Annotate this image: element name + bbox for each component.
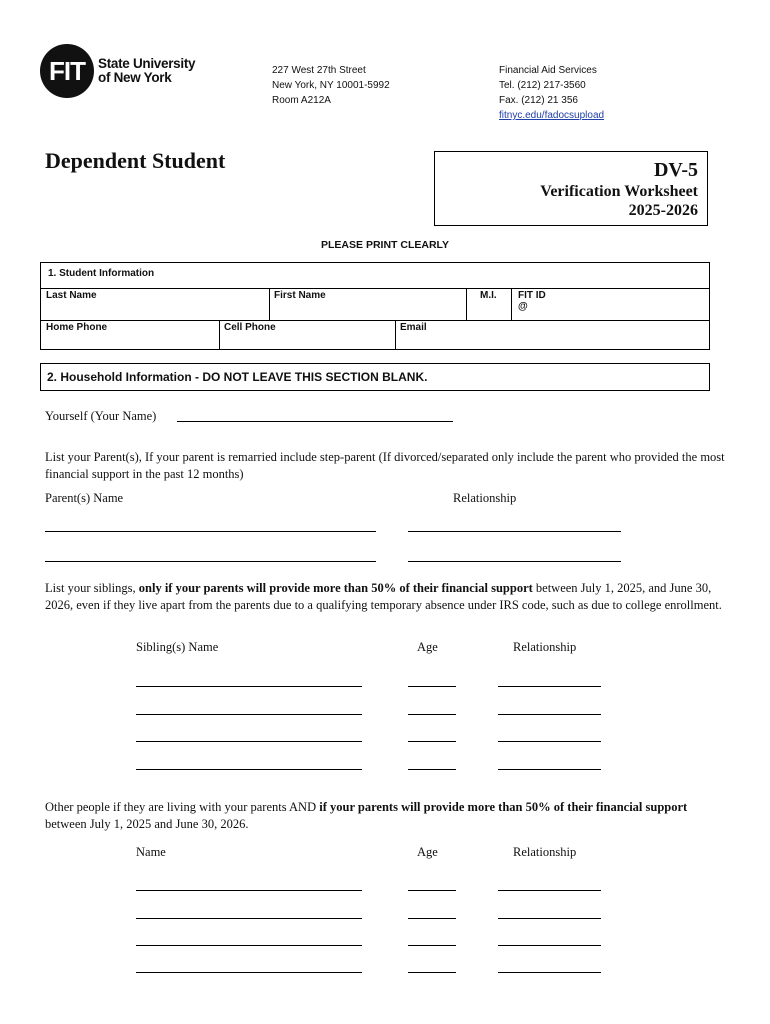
other-age-line[interactable] (408, 918, 456, 919)
section-1-heading: 1. Student Information (48, 268, 155, 279)
yourself-label: Yourself (Your Name) (45, 409, 157, 423)
other-name-line[interactable] (136, 972, 362, 973)
form-year: 2025-2026 (628, 202, 698, 219)
siblings-text-a: List your siblings, (45, 581, 139, 595)
other-age-line[interactable] (408, 890, 456, 891)
sibling-age-line[interactable] (408, 769, 456, 770)
others-text-c: between July 1, 2025 and June 30, 2026. (45, 816, 249, 831)
parent-relationship-line[interactable] (408, 531, 621, 532)
cell-phone-field[interactable]: Cell Phone (224, 322, 276, 333)
address-line: 227 West 27th Street (272, 65, 366, 76)
siblings-text-bold: only if your parents will provide more than 50% of their financial support (138, 581, 533, 595)
sibling-relationship-line[interactable] (498, 714, 601, 715)
sibling-relationship-line[interactable] (498, 741, 601, 742)
contact-line: Fax. (212) 21 356 (499, 95, 578, 106)
other-relationship-line[interactable] (498, 918, 601, 919)
other-name-line[interactable] (136, 918, 362, 919)
middle-initial-field[interactable]: M.I. (480, 290, 497, 301)
siblings-relationship-header: Relationship (513, 640, 577, 654)
print-note: PLEASE PRINT CLEARLY (321, 239, 449, 251)
address-line: Room A212A (272, 95, 331, 106)
sibling-relationship-line[interactable] (498, 686, 601, 687)
logo-line-1: State University (98, 56, 196, 71)
address-block (272, 63, 390, 108)
sibling-age-line[interactable] (408, 686, 456, 687)
siblings-text-c: between July 1, 2025, and June 30, 2026, even if they live apart from the parents due to a qualifying temporary absence under IRS code, such as due to college enrollment. (45, 581, 722, 612)
contact-line: Financial Aid Services (499, 65, 597, 76)
parent-relationship-line[interactable] (408, 561, 621, 562)
fit-logo-mark: FIT (40, 44, 94, 98)
upload-link[interactable]: fitnyc.edu/fadocsupload (499, 110, 605, 121)
others-instructions (45, 799, 725, 832)
others-text-a: Other people if they are living with your parents AND (45, 800, 320, 814)
others-age-header: Age (417, 845, 438, 859)
sibling-name-line[interactable] (136, 741, 362, 742)
parent-name-line[interactable] (45, 531, 376, 532)
fit-id-field[interactable] (513, 288, 709, 320)
other-name-line[interactable] (136, 945, 362, 946)
form-code: DV-5 (653, 159, 698, 181)
other-name-line[interactable] (136, 890, 362, 891)
sibling-age-line[interactable] (408, 714, 456, 715)
form-subtitle: Verification Worksheet (540, 183, 698, 200)
other-relationship-line[interactable] (498, 972, 601, 973)
sibling-name-line[interactable] (136, 686, 362, 687)
student-information-table (40, 262, 710, 350)
sibling-relationship-line[interactable] (498, 769, 601, 770)
contact-block (499, 63, 604, 123)
email-field[interactable]: Email (400, 322, 427, 333)
sibling-name-line[interactable] (136, 714, 362, 715)
page-title: Dependent Student (45, 148, 226, 173)
logo-text (98, 57, 195, 85)
others-text-bold: if your parents will provide more than 50% of their financial support (319, 800, 688, 814)
other-age-line[interactable] (408, 945, 456, 946)
other-relationship-line[interactable] (498, 890, 601, 891)
first-name-field[interactable]: First Name (274, 290, 326, 301)
others-relationship-header: Relationship (513, 845, 577, 859)
contact-line: Tel. (212) 217-3560 (499, 80, 586, 91)
form-code-box (434, 151, 708, 226)
sibling-name-line[interactable] (136, 769, 362, 770)
yourself-name-line[interactable] (177, 421, 453, 422)
parents-name-header: Parent(s) Name (45, 491, 124, 505)
home-phone-field[interactable]: Home Phone (46, 322, 108, 333)
others-name-header: Name (136, 845, 166, 859)
siblings-instructions (45, 580, 725, 613)
section-2-heading: 2. Household Information - DO NOT LEAVE THIS SECTION BLANK. (40, 363, 710, 391)
sibling-age-line[interactable] (408, 741, 456, 742)
fit-id-label: FIT ID (518, 290, 546, 301)
parent-name-line[interactable] (45, 561, 376, 562)
other-age-line[interactable] (408, 972, 456, 973)
address-line: New York, NY 10001-5992 (272, 80, 390, 91)
last-name-field[interactable]: Last Name (46, 290, 97, 301)
fit-id-at: @ (518, 301, 528, 312)
siblings-age-header: Age (417, 640, 438, 654)
siblings-name-header: Sibling(s) Name (136, 640, 219, 654)
logo-line-2: of New York (98, 70, 172, 85)
other-relationship-line[interactable] (498, 945, 601, 946)
parents-relationship-header: Relationship (453, 491, 517, 505)
parents-instructions: List your Parent(s), If your parent is remarried include step-parent (If divorced/separated only include the parent who provided the most financial support in the past 12 months) (45, 450, 725, 481)
